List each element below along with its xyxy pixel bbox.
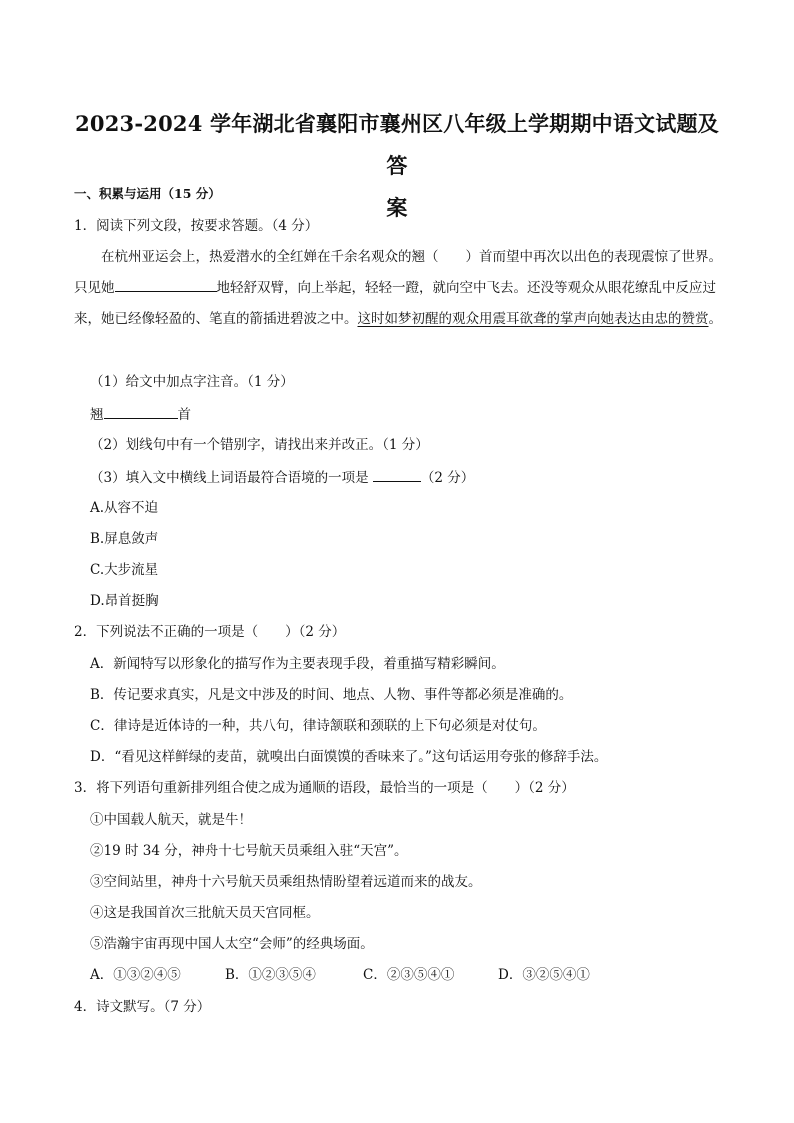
q1-option-d: D.昂首挺胸 (90, 593, 159, 609)
passage-part-a: 在杭州亚运会上，热爱潜水的全红婵在千余名观众的翘（ ）首而望中再次以出色的表现震惊了世界。只见她 (74, 249, 722, 296)
question-4-stem: 4．诗文默写。（7 分） (74, 999, 211, 1015)
q3-choice-c: C．②③⑤④① (363, 967, 455, 983)
document-title (70, 103, 724, 229)
q1-option-a: A.从容不迫 (90, 500, 159, 516)
q2-option-a: A．新闻特写以形象化的描写作为主要表现手段，着重描写精彩瞬间。 (90, 656, 505, 672)
question-1-sub-3 (90, 467, 474, 488)
q2-option-b: B．传记要求真实，凡是文中涉及的时间、地点、人物、事件等都必须是准确的。 (90, 687, 573, 703)
question-1-sub-2: （2）划线句中有一个错别字，请找出来并改正。（1 分） (90, 437, 429, 453)
passage-underlined-sentence: 这时如梦初醒的观众用震耳欲聋的掌声向她表达由忠的赞赏 (357, 311, 709, 327)
section-heading: 一、积累与运用（15 分） (74, 186, 221, 201)
q1-option-c: C.大步流星 (90, 562, 159, 578)
q3-choice-d: D．③②⑤④① (498, 967, 590, 983)
title-line-2: 案 (386, 195, 408, 220)
pinyin-char-right: 首 (177, 407, 191, 423)
question-1-passage (74, 242, 726, 335)
title-line-1: 2023-2024 学年湖北省襄阳市襄州区八年级上学期期中语文试题及答 (75, 111, 719, 178)
passage-part-b: 地轻舒双臂，向上举起，轻轻一蹬，就向空中飞去。还没等观众从眼花缭乱中反应过来，她已经像轻盈的、笔直的箭插进碧波之中。 (74, 280, 716, 327)
q3-sentence-3: ③空间站里，神舟十六号航天员乘组热情盼望着远道而来的战友。 (90, 874, 482, 890)
question-2-stem: 2．下列说法不正确的一项是（ ）（2 分） (74, 624, 346, 640)
pinyin-answer-line (90, 404, 191, 425)
q1-option-b: B.屏息敛声 (90, 531, 159, 547)
q3-sentence-5: ⑤浩瀚宇宙再现中国人太空“会师”的经典场面。 (90, 936, 374, 952)
passage-end: 。 (708, 311, 722, 327)
question-1-sub-1: （1）给文中加点字注音。（1 分） (90, 374, 294, 390)
pinyin-blank (104, 404, 178, 419)
passage-blank (115, 277, 217, 292)
sub-3-blank (373, 467, 421, 482)
q3-sentence-2: ②19 时 34 分，神舟十七号航天员乘组入驻“天宫”。 (90, 843, 408, 859)
pinyin-char-left: 翘 (90, 407, 104, 423)
sub-3-score: （2 分） (420, 470, 475, 486)
question-1-stem: 1．阅读下列文段，按要求答题。（4 分） (74, 218, 319, 234)
q2-option-d: D．“看见这样鲜绿的麦苗，就嗅出白面馍馍的香味来了。”这句话运用夸张的修辞手法。 (90, 749, 608, 765)
q3-choices (90, 965, 730, 985)
q2-option-c: C．律诗是近体诗的一种，共八句，律诗颔联和颈联的上下句必须是对仗句。 (90, 718, 546, 734)
q3-choice-b: B．①②③⑤④ (225, 967, 316, 983)
q3-sentence-1: ①中国载人航天，就是牛！ (90, 812, 252, 828)
q3-choice-a: A．①③②④⑤ (90, 967, 181, 983)
q3-sentence-4: ④这是我国首次三批航天员天宫同框。 (90, 905, 320, 921)
question-3-stem: 3．将下列语句重新排列组合使之成为通顺的语段，最恰当的一项是（ ）（2 分） (74, 780, 575, 796)
sub-3-text: （3）填入文中横线上词语最符合语境的一项是 (90, 470, 369, 486)
